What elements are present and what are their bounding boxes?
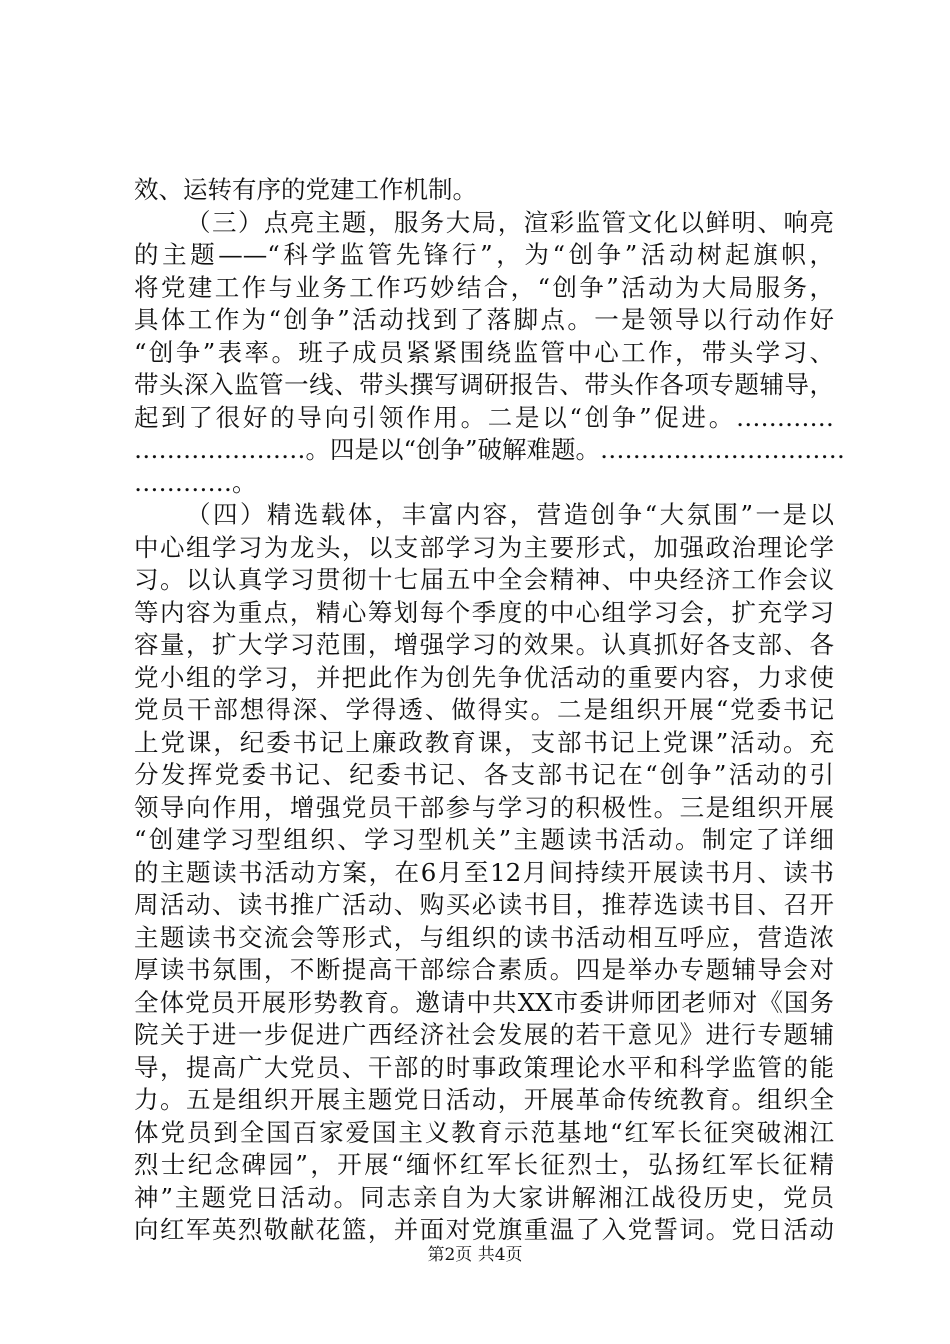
text-line: 起到了很好的导向引领作用。二是以“创争”促进。………… [134, 402, 834, 432]
text-line: 向红军英烈敬献花篮，并面对党旗重温了入党誓词。党日活动 [134, 1215, 834, 1244]
text-line: 周活动、读书推广活动、购买必读书目，推荐选读书目、召开 [134, 890, 834, 919]
text-line: （四）精选载体，丰富内容，营造创争“大氛围”一是以 [186, 500, 834, 529]
text-line: 体党员到全国百家爱国主义教育示范基地“红军长征突破湘江 [134, 1117, 834, 1147]
text-line: 效、运转有序的党建工作机制。 [134, 175, 477, 204]
text-line: 党员干部想得深、学得透、做得实。二是组织开展“党委书记 [134, 695, 834, 724]
text-line: 上党课，纪委书记上廉政教育课，支部书记上党课”活动。充 [134, 727, 834, 757]
text-line: 具体工作为“创争”活动找到了落脚点。一是领导以行动作好 [134, 305, 834, 334]
page-footer: 第2页 共4页 [427, 1245, 523, 1265]
text-line: 习。以认真学习贯彻十七届五中全会精神、中央经济工作会议 [134, 565, 834, 594]
text-line: 容量，扩大学习范围，增强学习的效果。认真抓好各支部、各 [134, 630, 834, 659]
text-line: 带头深入监管一线、带头撰写调研报告、带头作各项专题辅导， [134, 370, 834, 399]
text-line: …………。 [134, 467, 257, 497]
text-line: 神”主题党日活动。同志亲自为大家讲解湘江战役历史，党员 [134, 1182, 834, 1212]
text-line: 的主题读书活动方案，在6月至12月间持续开展读书月、读书 [134, 857, 834, 887]
document-body [134, 174, 846, 1247]
text-line: 导，提高广大党员、干部的时事政策理论水平和科学监管的能 [134, 1052, 834, 1082]
text-line: 厚读书氛围，不断提高干部综合素质。四是举办专题辅导会对 [134, 955, 834, 984]
text-line: 分发挥党委书记、纪委书记、各支部书记在“创争”活动的引 [134, 760, 834, 789]
text-line: 将党建工作与业务工作巧妙结合，“创争”活动为大局服务， [134, 272, 834, 302]
text-line: 中心组学习为龙头，以支部学习为主要形式，加强政治理论学 [134, 532, 834, 562]
text-line: “创建学习型组织、学习型机关”主题读书活动。制定了详细 [134, 825, 834, 854]
text-line: 主题读书交流会等形式，与组织的读书活动相互呼应，营造浓 [134, 922, 834, 952]
text-line: …………………。四是以“创争”破解难题。………………………… [134, 435, 846, 464]
text-line: “创争”表率。班子成员紧紧围绕监管中心工作，带头学习、 [134, 337, 834, 367]
text-line: 等内容为重点，精心筹划每个季度的中心组学习会，扩充学习 [134, 597, 834, 627]
text-line: （三）点亮主题，服务大局，渲彩监管文化以鲜明、响亮 [186, 207, 834, 237]
text-line: 领导向作用，增强党员干部参与学习的积极性。三是组织开展 [134, 792, 834, 822]
text-line: 院关于进一步促进广西经济社会发展的若干意见》进行专题辅 [134, 1020, 834, 1049]
text-line: 烈士纪念碑园”，开展“缅怀红军长征烈士，弘扬红军长征精 [134, 1150, 834, 1179]
text-line: 的主题——“科学监管先锋行”，为“创争”活动树起旗帜， [134, 240, 834, 269]
text-line: 党小组的学习，并把此作为创先争优活动的重要内容，力求使 [134, 662, 834, 692]
text-line: 全体党员开展形势教育。邀请中共XX市委讲师团老师对《国务 [134, 987, 834, 1017]
text-line: 力。五是组织开展主题党日活动，开展革命传统教育。组织全 [134, 1085, 834, 1114]
